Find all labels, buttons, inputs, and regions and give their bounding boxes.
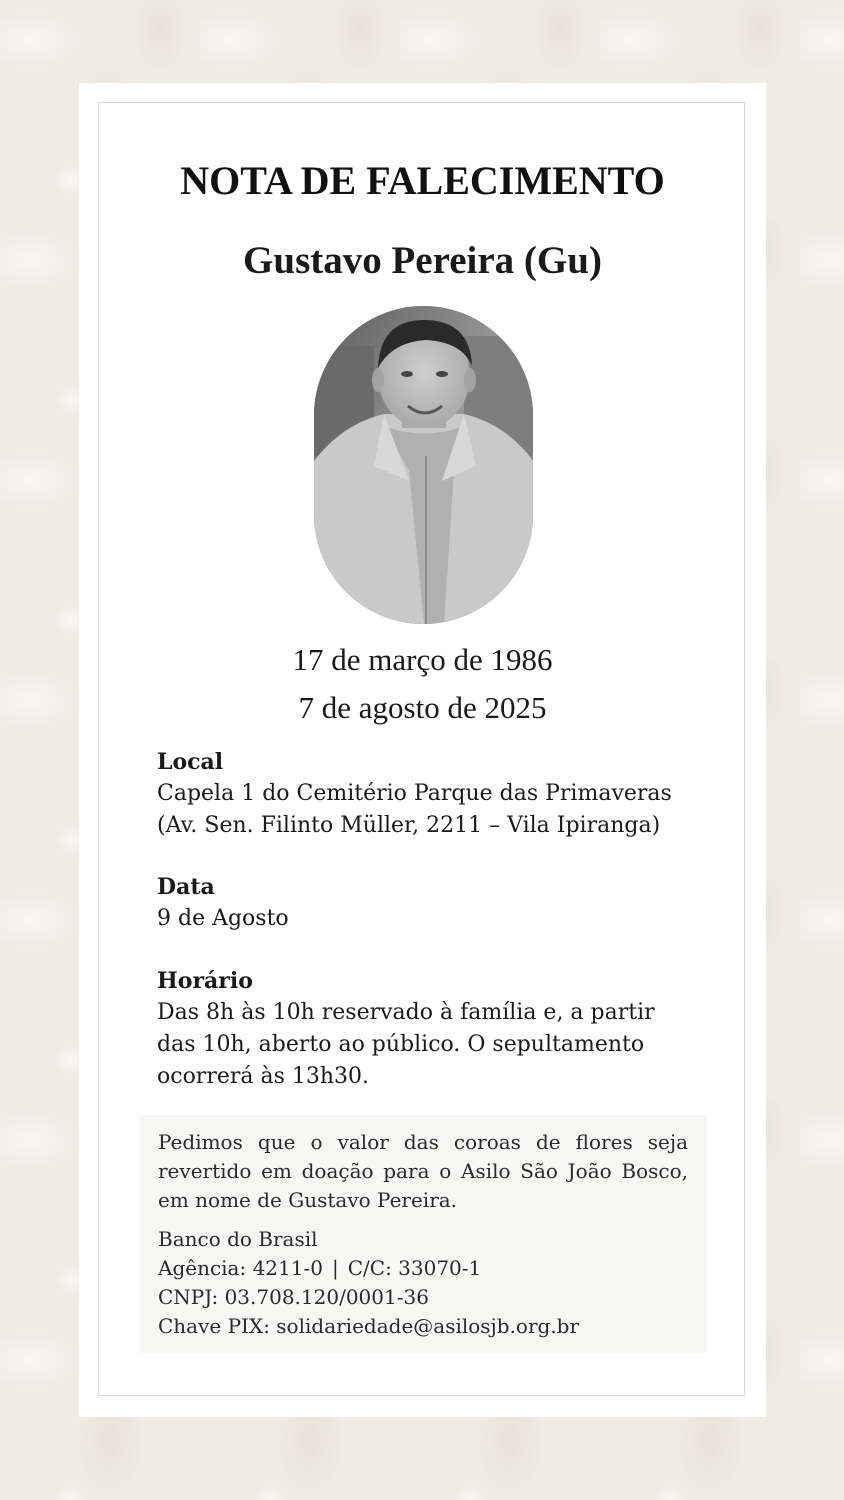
bank-name: Banco do Brasil [158, 1227, 318, 1251]
local-address: (Av. Sen. Filinto Müller, 2211 – Vila Ipiranga) [157, 813, 661, 838]
birth-date: 17 de março de 1986 [292, 642, 553, 677]
section-local [157, 746, 717, 842]
horario-line-2: das 10h, aberto ao público. O sepultamento [157, 1032, 645, 1057]
deceased-name: Gustavo Pereira (Gu) [243, 239, 602, 282]
donation-box [139, 1115, 707, 1353]
bank-conta: C/C: 33070-1 [347, 1256, 482, 1280]
donation-request: Pedimos que o valor das coroas de flores seja revertido em doação para o Asilo São João Bosco, em nome de Gustavo Pereira. [158, 1130, 688, 1212]
data-label: Data [157, 874, 215, 900]
local-venue: Capela 1 do Cemitério Parque das Primaveras [157, 781, 672, 806]
horario-line-1: Das 8h às 10h reservado à família e, a partir [157, 1000, 655, 1025]
notice-title: NOTA DE FALECIMENTO [180, 158, 665, 203]
local-label: Local [157, 749, 224, 775]
data-value: 9 de Agosto [157, 906, 289, 931]
bank-cnpj: CNPJ: 03.708.120/0001-36 [158, 1285, 429, 1309]
bank-pix: Chave PIX: solidariedade@asilosjb.org.br [158, 1314, 580, 1338]
horario-label: Horário [157, 968, 253, 994]
bank-account-line [158, 1254, 688, 1283]
section-data [157, 871, 717, 935]
bank-separator: | [331, 1256, 339, 1280]
obituary-card [79, 83, 766, 1417]
death-date: 7 de agosto de 2025 [298, 690, 547, 725]
portrait-photo [314, 306, 533, 624]
horario-line-3: ocorrerá às 13h30. [157, 1064, 370, 1089]
bank-agencia: Agência: 4211-0 [158, 1256, 323, 1280]
section-horario [157, 965, 717, 1093]
